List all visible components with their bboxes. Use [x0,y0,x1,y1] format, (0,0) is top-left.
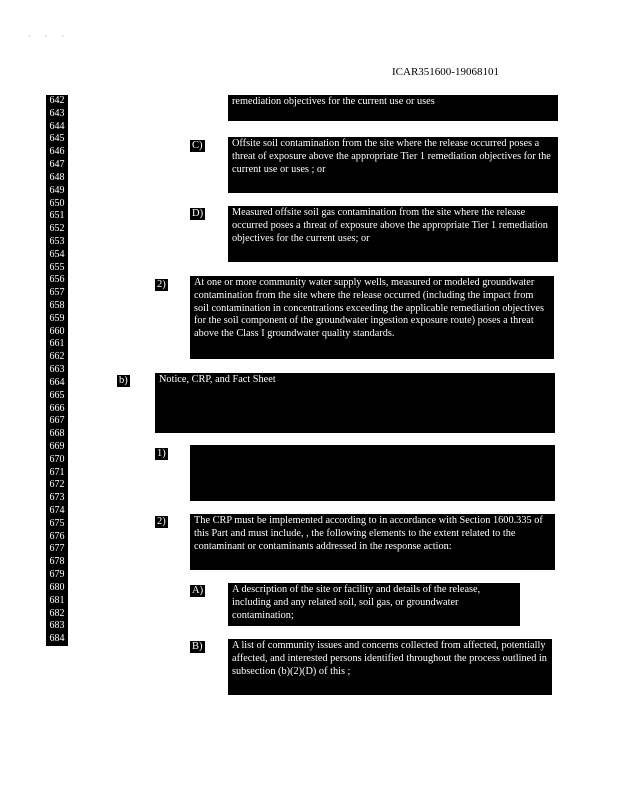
text-block-655 [190,276,554,359]
text-block-642 [228,95,558,121]
line-number: 667 [46,415,68,428]
text-672: The CRP must be implemented according to in accordance with Section 1600.335 of this Part and must include, , the following elements to the extent related to the contaminant or contaminants addressed in the response action: [194,515,543,552]
line-number: 646 [46,146,68,159]
marker-1: 1) [157,448,166,459]
line-number: 679 [46,569,68,582]
scan-smudge: · · · [28,32,70,41]
line-number: 642 [46,95,68,108]
text-650: Measured offsite soil gas contamination from the site where the release occurred poses a threat of exposure above the appropriate Tier 1 remediation objectives for the current uses; or [232,207,548,244]
text-645: Offsite soil contamination from the site where the release occurred poses a threat of exposure above the appropriate Tier 1 remediation objectives for the current use or uses ; or [232,138,551,175]
text-block-672 [190,514,555,570]
line-number: 650 [46,198,68,211]
line-number: 647 [46,159,68,172]
line-number: 684 [46,633,68,646]
marker-b-upper: B) [192,641,203,652]
line-number: 663 [46,364,68,377]
marker-b: b) [119,375,128,386]
line-number: 651 [46,210,68,223]
line-number: 671 [46,467,68,480]
line-number: 664 [46,377,68,390]
line-number: 669 [46,441,68,454]
line-number: 674 [46,505,68,518]
text-block-662 [155,373,555,433]
marker-c: C) [192,140,203,151]
line-number: 644 [46,121,68,134]
line-number: 677 [46,543,68,556]
line-number: 654 [46,249,68,262]
line-number: 660 [46,326,68,339]
marker-a-upper: A) [192,585,204,596]
line-number: 675 [46,518,68,531]
line-number: 653 [46,236,68,249]
line-number: 649 [46,185,68,198]
line-number: 657 [46,287,68,300]
line-number: 665 [46,390,68,403]
line-number: 652 [46,223,68,236]
text-block-645 [228,137,558,193]
line-number: 683 [46,620,68,633]
line-number: 670 [46,454,68,467]
line-number: 658 [46,300,68,313]
line-number: 680 [46,582,68,595]
text-block-650 [228,206,558,262]
line-number: 648 [46,172,68,185]
line-number: 666 [46,403,68,416]
text-block-677 [228,583,520,626]
text-block-681 [228,639,552,695]
line-number: 673 [46,492,68,505]
marker-d: D) [192,208,204,219]
line-number: 678 [46,556,68,569]
line-number: 659 [46,313,68,326]
text-block-667 [190,445,555,501]
line-number: 662 [46,351,68,364]
line-number: 681 [46,595,68,608]
text-655: At one or more community water supply wells, measured or modeled groundwater contamination from the site where the release occurred (including the impact from soil contamination in concentrations exceeding the applicable remediation objectives for the soil component of the groundwater ingestion exposure route) poses a threat above the Class I groundwater quality standards. [194,277,544,340]
text-642: remediation objectives for the current use or uses [232,96,435,107]
marker-2: 2) [157,279,166,290]
text-681: A list of community issues and concerns collected from affected, potentially affected, and interested persons identified throughout the process outlined in subsection (b)(2)(D) of this ; [232,640,547,677]
line-number: 668 [46,428,68,441]
line-number: 676 [46,531,68,544]
line-number-column [46,95,68,646]
line-number: 661 [46,338,68,351]
text-677: A description of the site or facility and details of the release, including and any related soil, soil gas, or groundwater contamination; [232,584,481,621]
marker-2b: 2) [157,516,166,527]
line-number: 643 [46,108,68,121]
text-662: Notice, CRP, and Fact Sheet [159,374,276,385]
line-number: 656 [46,274,68,287]
document-id: ICAR351600-19068101 [392,66,499,78]
line-number: 682 [46,608,68,621]
line-number: 672 [46,479,68,492]
line-number: 655 [46,262,68,275]
line-number: 645 [46,133,68,146]
